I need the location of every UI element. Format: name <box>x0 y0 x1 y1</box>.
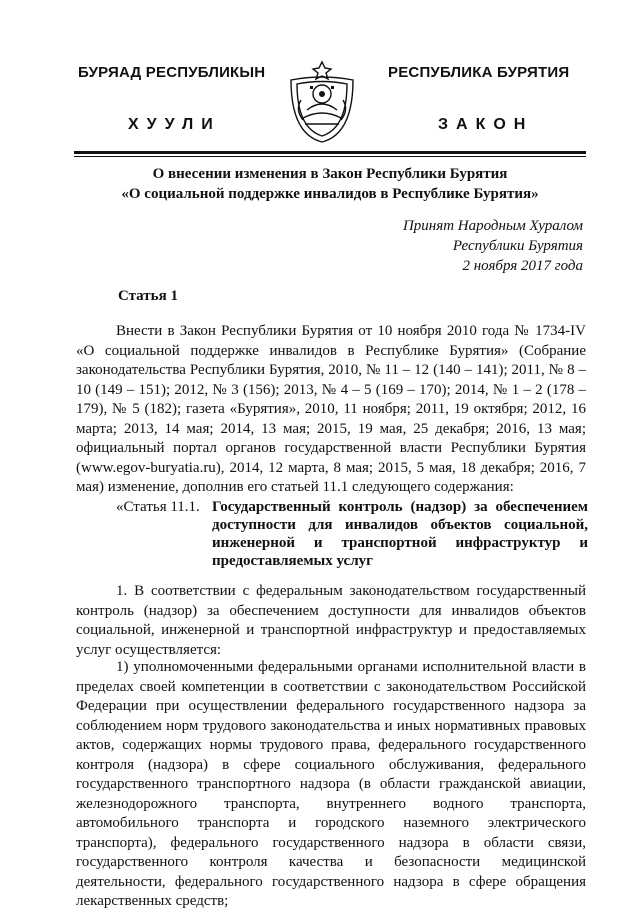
adoption-line2: Республики Бурятия <box>452 238 583 254</box>
adoption-line1: Принят Народным Хуралом <box>402 218 583 234</box>
article-11-1-label: «Статья 11.1. <box>116 499 200 515</box>
law-title-line1: О внесении изменения в Закон Республики Бурятия <box>152 166 508 182</box>
law-title <box>74 164 586 204</box>
header-right-title: РЕСПУБЛИКА БУРЯТИЯ <box>388 64 570 81</box>
law-title-line2: «О социальной поддержке инвалидов в Республике Бурятия» <box>121 186 539 202</box>
header-left-subtitle: ХУУЛИ <box>128 116 221 133</box>
article-11-1-heading: Государственный контроль (надзор) за обеспечением доступности для инвалидов объектов социальной, инженерной и транспортной инфраструктур и предоставляемых услуг <box>212 499 588 569</box>
article-1-heading: Статья 1 <box>118 288 178 304</box>
header-divider-thin <box>74 156 586 157</box>
article-1-body: Внести в Закон Республики Бурятия от 10 ноября 2010 года № 1734-IV «О социальной поддержке инвалидов в Республике Бурятия» (Собрание законодательства Республики Бурятия, 2010, № 11 – 12 (140 – 141); 2011, № 8 – 10 (149 – 151); 2012, № 3 (156); 2013, № 4 – 5 (169 – 170); 2014, № 1 – 2 (178 – 179), № 5 (182); газета «Бурятия», 2010, 11 ноября; 2011, 19 октября; 2012, 16 марта; 2013, 14 мая; 2014, 13 мая; 2015, 19 мая, 25 декабря; 2016, 13 мая; официальный портал органов государственной власти Республики Бурятия (www.egov-buryatia.ru), 2014, 12 марта, 8 мая; 2015, 5 мая, 18 декабря; 2016, 7 мая) изменение, дополнив его статьей 11.1 следующего содержания: <box>76 323 586 495</box>
adoption-note <box>403 216 583 276</box>
coat-of-arms-emblem-icon <box>281 54 363 146</box>
header-left-title: БУРЯАД РЕСПУБЛИКЫН <box>78 64 266 81</box>
article-11-1-point-1: 1. В соответствии с федеральным законодательством государственный контроль (надзор) за обеспечением доступности для инвалидов объектов социальной, инженерной и транспортной инфраструктур и предоставляемых услуг осуществляется: <box>76 583 586 658</box>
article-11-1-subpoint-1: 1) уполномоченными федеральными органами исполнительной власти в пределах своей компетенции в соответствии с законодательством Российской Федерации при осуществлении федерального государственного надзора за соблюдением норм трудового законодательства и иных нормативных правовых актов, содержащих нормы трудового права, федерального государственного контроля (надзора) в сфере социального обслуживания, федерального государственного транспортного надзора (в области гражданской авиации, железнодорожного транспорта, внутреннего водного транспорта, автомобильного транспорта и городского наземного электрического транспорта), федерального государственного надзора в области связи, государственного контроля качества и безопасности медицинской деятельности, федерального государственного надзора в сфере обращения лекарственных средств; <box>76 659 586 909</box>
header-right-subtitle: ЗАКОН <box>438 116 534 133</box>
header-divider-thick <box>74 151 586 154</box>
adoption-date: 2 ноября 2017 года <box>462 258 583 274</box>
